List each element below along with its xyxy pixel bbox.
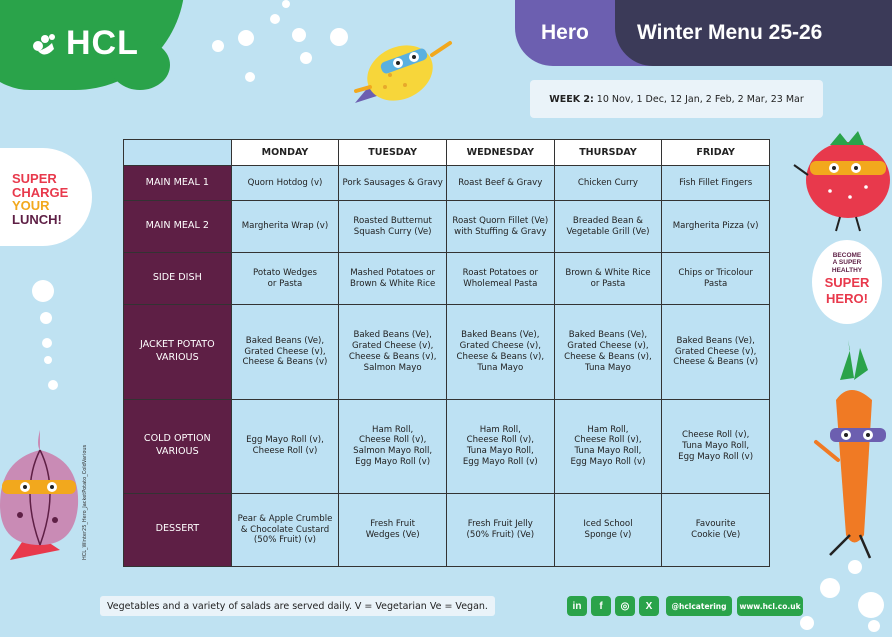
category-line: VARIOUS	[155, 351, 199, 363]
category-line: MAIN MEAL 2	[145, 220, 209, 232]
facebook-icon[interactable]: f	[591, 596, 611, 616]
dish-line: Tuna Mayo	[477, 362, 524, 373]
table-row	[124, 305, 770, 399]
menu-cell	[231, 493, 339, 566]
table-row	[124, 399, 770, 493]
decor-bubble	[800, 616, 814, 630]
strawberry-mascot-icon	[790, 125, 892, 235]
dish-line: with Stuffing & Gravy	[454, 226, 547, 237]
menu-body	[124, 166, 770, 567]
category-line: JACKET POTATO	[139, 339, 215, 351]
dish-line: Egg Mayo Roll (v)	[355, 456, 431, 467]
page-title: Winter Menu 25-26	[615, 0, 892, 66]
dish-line: or Pasta	[267, 278, 303, 289]
decor-bubble	[238, 30, 254, 46]
website-link[interactable]: www.hcl.co.uk	[737, 596, 803, 616]
dish-line: Baked Beans (Ve),	[568, 330, 648, 341]
dish-line: Wholemeal Pasta	[463, 278, 538, 289]
dish-line: & Chocolate Custard	[240, 524, 330, 535]
dish-line: Grated Cheese (v),	[459, 341, 541, 352]
dish-line: Baked Beans (Ve),	[461, 330, 540, 341]
dish-line: Baked Beans (Ve),	[676, 335, 755, 346]
table-row	[124, 493, 770, 566]
menu-cell	[554, 493, 662, 566]
hcl-logo	[30, 24, 139, 63]
day-header: TUESDAY	[339, 140, 447, 166]
decor-bubble	[868, 620, 880, 632]
menu-cell	[662, 305, 770, 399]
menu-cell	[446, 305, 554, 399]
slogan-line: SUPER	[824, 275, 870, 291]
dish-line: Potato Wedges	[252, 268, 318, 279]
dish-line: Brown & White Rice	[565, 268, 651, 279]
slogan-line: CHARGE	[12, 184, 69, 200]
slogan-line: LUNCH!	[12, 211, 62, 227]
dish-line: Grated Cheese (v),	[351, 341, 434, 352]
instagram-icon[interactable]: ◎	[615, 596, 635, 616]
decor-bubble	[270, 14, 280, 24]
table-row	[124, 253, 770, 305]
table-header-row	[124, 140, 770, 166]
dish-line: Cheese Roll (v),	[681, 430, 750, 441]
menu-cell	[554, 166, 662, 201]
dish-line: Squash Curry (Ve)	[353, 226, 432, 237]
dish-line: Egg Mayo Roll (v),	[246, 435, 324, 446]
meal-category-label	[124, 166, 232, 201]
dish-line: Tuna Mayo	[585, 362, 631, 373]
dish-line: Sponge (v)	[584, 529, 632, 540]
dish-line: Pasta	[704, 278, 728, 289]
week-info	[530, 80, 823, 118]
menu-cell	[446, 253, 554, 305]
menu-cell	[662, 166, 770, 201]
dish-line: Fresh Fruit	[370, 519, 415, 530]
dish-line: Salmon Mayo Roll,	[353, 446, 433, 457]
dish-line: Egg Mayo Roll (v)	[462, 456, 538, 467]
menu-cell	[231, 201, 339, 253]
slogan-line: HEALTHY	[831, 266, 863, 274]
day-header: WEDNESDAY	[446, 140, 554, 166]
dish-line: Tuna Mayo Roll,	[682, 440, 750, 451]
dish-line: Tuna Mayo Roll,	[574, 446, 642, 457]
day-header: FRIDAY	[662, 140, 770, 166]
logo-icon	[30, 29, 60, 59]
dish-line: Favourite	[695, 519, 736, 530]
dish-line: Roast Beef & Gravy	[458, 177, 543, 188]
menu-cell	[231, 166, 339, 201]
dish-line: Fresh Fruit Jelly	[467, 519, 533, 530]
dish-line: Grated Cheese (v),	[244, 346, 326, 357]
dish-line: Cheese & Beans (v),	[456, 351, 545, 362]
dish-line: Fish Fillet Fingers	[679, 177, 753, 188]
dish-line: Salmon Mayo	[363, 362, 422, 373]
menu-cell	[339, 305, 447, 399]
decor-bubble	[44, 356, 52, 364]
dish-line: Cookie (Ve)	[691, 529, 741, 540]
menu-cell	[446, 201, 554, 253]
week-dates: 10 Nov, 1 Dec, 12 Jan, 2 Feb, 2 Mar, 23 Mar	[596, 93, 804, 105]
decor-bubble	[300, 52, 312, 64]
decor-bubble	[292, 28, 306, 42]
dish-line: or Pasta	[590, 278, 626, 289]
dish-line: (50% Fruit) (Ve)	[466, 529, 535, 540]
decor-bubble	[32, 280, 54, 302]
category-line: VARIOUS	[155, 446, 199, 458]
decor-bubble	[820, 578, 840, 598]
dish-line: Quorn Hotdog (v)	[247, 177, 323, 188]
corner-cell	[124, 140, 232, 166]
dish-line: Baked Beans (Ve),	[245, 335, 325, 346]
meal-category-label	[124, 399, 232, 493]
menu-cell	[662, 493, 770, 566]
slogan-line: HERO!	[826, 291, 868, 307]
dish-line: Pear & Apple Crumble	[237, 513, 333, 524]
category-line: MAIN MEAL 1	[145, 176, 209, 188]
menu-cell	[446, 493, 554, 566]
dish-line: Mashed Potatoes or	[350, 268, 436, 279]
table-row	[124, 201, 770, 253]
dish-line: Margherita Wrap (v)	[241, 221, 329, 232]
menu-cell	[662, 253, 770, 305]
lemon-mascot-icon	[350, 25, 460, 110]
dish-line: Roast Potatoes or	[462, 268, 538, 279]
menu-cell	[339, 493, 447, 566]
linkedin-icon[interactable]: in	[567, 596, 587, 616]
menu-cell	[554, 201, 662, 253]
menu-cell	[339, 399, 447, 493]
menu-cell	[231, 305, 339, 399]
dish-line: Chicken Curry	[577, 177, 639, 188]
table-row	[124, 166, 770, 201]
dish-line: (50% Fruit) (v)	[253, 535, 317, 546]
decor-bubble	[330, 28, 348, 46]
hero-label: Hero	[515, 0, 675, 66]
menu-cell	[554, 253, 662, 305]
menu-cell	[662, 201, 770, 253]
menu-cell	[446, 399, 554, 493]
menu-cell	[339, 166, 447, 201]
menu-cell	[662, 399, 770, 493]
decor-bubble	[282, 0, 290, 8]
decor-bubble	[40, 312, 52, 324]
week-label: WEEK 2:	[549, 93, 594, 105]
dish-line: Cheese Roll (v),	[466, 435, 534, 446]
dish-line: Cheese Roll (v),	[358, 435, 427, 446]
dish-line: Cheese Roll (v)	[252, 446, 318, 457]
logo-text: HCL	[66, 24, 139, 62]
menu-cell	[231, 399, 339, 493]
dish-line: Ham Roll,	[372, 424, 414, 435]
menu-cell	[554, 305, 662, 399]
dish-line: Ham Roll,	[479, 424, 521, 435]
supercharge-slogan	[12, 172, 92, 227]
dish-line: Chips or Tricolour	[678, 268, 753, 279]
slogan-line: SUPER	[12, 171, 57, 186]
menu-cell	[339, 201, 447, 253]
dish-line: Cheese & Beans (v)	[242, 357, 328, 368]
dish-line: Breaded Bean &	[572, 216, 643, 227]
dish-line: Wedges (Ve)	[365, 529, 420, 540]
day-header: MONDAY	[231, 140, 339, 166]
menu-table	[123, 139, 770, 567]
decor-bubble	[212, 40, 224, 52]
decor-bubble	[858, 592, 884, 618]
menu-cell	[446, 166, 554, 201]
dish-line: Egg Mayo Roll (v)	[570, 456, 646, 467]
carrot-mascot-icon	[810, 340, 892, 565]
dish-line: Iced School	[583, 519, 633, 530]
dish-line: Cheese & Beans (v),	[564, 351, 652, 362]
category-line: SIDE DISH	[152, 272, 202, 284]
dish-line: Cheese & Beans (v),	[348, 351, 437, 362]
dish-line: Cheese Roll (v),	[574, 435, 642, 446]
dish-line: Grated Cheese (v),	[567, 341, 649, 352]
menu-cell	[231, 253, 339, 305]
dish-line: Baked Beans (Ve),	[353, 330, 432, 341]
dish-line: Tuna Mayo Roll,	[466, 446, 534, 457]
category-line: COLD OPTION	[143, 433, 211, 445]
dish-line: Grated Cheese (v),	[674, 346, 757, 357]
dish-line: Vegetable Grill (Ve)	[566, 226, 650, 237]
slogan-line: A SUPER	[832, 259, 862, 267]
social-links	[567, 596, 659, 616]
dish-line: Cheese & Beans (v)	[673, 357, 759, 368]
slogan-line: YOUR	[12, 198, 50, 214]
dish-line: Roast Quorn Fillet (Ve)	[452, 216, 549, 227]
dish-line: Pork Sausages & Gravy	[342, 177, 443, 188]
day-header: THURSDAY	[554, 140, 662, 166]
category-line: DESSERT	[155, 523, 200, 535]
document-code: HCL_Winter25_Hero_JacketPotato_ColdVarious	[82, 444, 88, 560]
social-handle[interactable]: @hclcatering	[666, 596, 732, 616]
dish-line: Egg Mayo Roll (v)	[678, 451, 754, 462]
decor-bubble	[245, 72, 255, 82]
menu-cell	[339, 253, 447, 305]
super-hero-slogan	[812, 252, 882, 306]
menu-cell	[554, 399, 662, 493]
meal-category-label	[124, 305, 232, 399]
decor-bubble	[48, 380, 58, 390]
dish-line: Margherita Pizza (v)	[672, 221, 759, 232]
onion-mascot-icon	[0, 420, 95, 570]
decor-bubble	[42, 338, 52, 348]
dish-line: Brown & White Rice	[350, 278, 436, 289]
meal-category-label	[124, 253, 232, 305]
meal-category-label	[124, 493, 232, 566]
x-icon[interactable]: X	[639, 596, 659, 616]
meal-category-label	[124, 201, 232, 253]
dish-line: Ham Roll,	[587, 424, 629, 435]
diet-note: Vegetables and a variety of salads are served daily. V = Vegetarian Ve = Vegan.	[100, 596, 495, 616]
dish-line: Roasted Butternut	[353, 216, 432, 227]
slogan-line: BECOME	[832, 252, 862, 259]
